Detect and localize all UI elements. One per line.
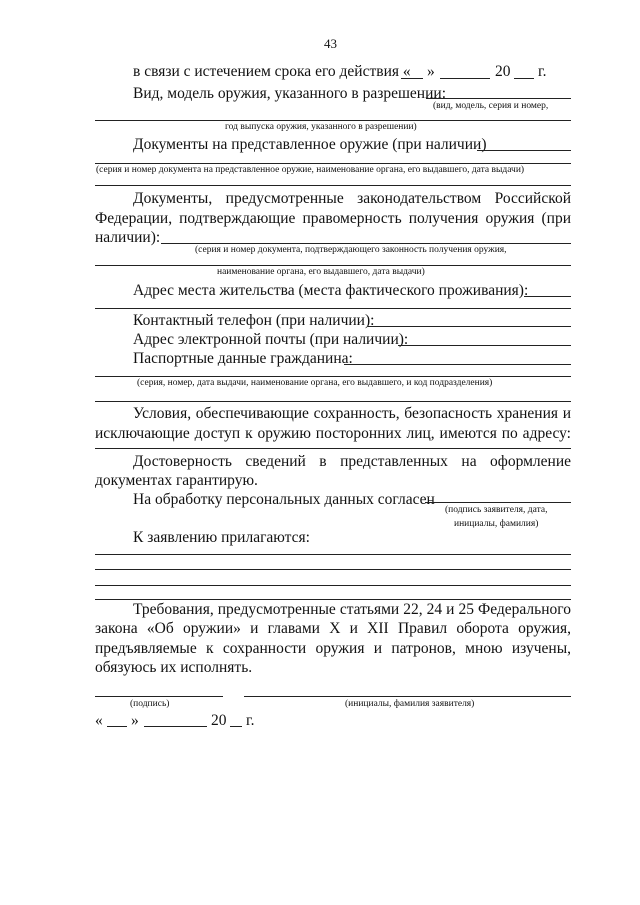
requirements-line-2: закона «Об оружии» и главами X и XII Правил оборота оружия, bbox=[95, 620, 571, 637]
consent-signature-field[interactable] bbox=[425, 502, 571, 503]
signature-field[interactable] bbox=[95, 696, 223, 697]
passport-field[interactable] bbox=[344, 364, 571, 365]
date-year-field[interactable] bbox=[230, 726, 242, 727]
passport-hint: (серия, номер, дата выдачи, наименование органа, его выдавшего, и код подразделения) bbox=[137, 378, 493, 388]
expiry-year-suffix: г. bbox=[538, 63, 547, 80]
address-field[interactable] bbox=[524, 296, 571, 297]
reliability-line-2: документах гарантирую. bbox=[95, 472, 258, 489]
attachment-line-2[interactable] bbox=[95, 569, 571, 570]
date-year-suffix: г. bbox=[246, 712, 255, 729]
page-number: 43 bbox=[324, 36, 337, 51]
legal-docs-hint-2: наименование органа, его выдавшего, дата выдачи) bbox=[217, 267, 425, 277]
weapon-model-label: Вид, модель оружия, указанного в разрешении: bbox=[133, 85, 446, 102]
attachment-line-3[interactable] bbox=[95, 585, 571, 586]
address-label: Адрес места жительства (места фактического проживания): bbox=[133, 282, 529, 299]
expiry-month-field[interactable] bbox=[440, 78, 490, 79]
passport-field-2[interactable] bbox=[95, 376, 571, 377]
legal-docs-field-2[interactable] bbox=[95, 265, 571, 266]
weapon-docs-field[interactable] bbox=[477, 150, 571, 151]
consent-label: На обработку персональных данных согласен bbox=[133, 491, 435, 508]
passport-field-3[interactable] bbox=[95, 401, 571, 402]
phone-label: Контактный телефон (при наличии): bbox=[133, 312, 375, 329]
phone-field[interactable] bbox=[368, 326, 571, 327]
legal-docs-line-3: наличии): bbox=[95, 229, 161, 246]
date-century: 20 bbox=[211, 712, 227, 729]
attachments-label: К заявлению прилагаются: bbox=[133, 529, 310, 546]
requirements-line-1: Требования, предусмотренные статьями 22, 24 и 25 Федерального bbox=[133, 601, 571, 618]
date-day-field[interactable] bbox=[107, 726, 127, 727]
expiry-text: в связи с истечением срока его действия « bbox=[133, 63, 411, 80]
weapon-docs-field-2[interactable] bbox=[95, 163, 571, 164]
storage-line-2: исключающие доступ к оружию посторонних лиц, имеются по адресу: bbox=[95, 425, 571, 442]
storage-line-1: Условия, обеспечивающие сохранность, безопасность хранения и bbox=[133, 405, 571, 422]
date-quote-open: « bbox=[95, 712, 103, 729]
email-field[interactable] bbox=[398, 345, 571, 346]
requirements-line-4: обязуюсь их исполнять. bbox=[95, 659, 253, 676]
weapon-docs-label: Документы на представленное оружие (при наличии) bbox=[133, 136, 487, 153]
attachment-line-1[interactable] bbox=[95, 554, 571, 555]
weapon-docs-field-3[interactable] bbox=[95, 185, 571, 186]
attachment-line-4[interactable] bbox=[95, 599, 571, 600]
initials-hint: (инициалы, фамилия заявителя) bbox=[345, 699, 475, 709]
legal-docs-hint-1: (серия и номер документа, подтверждающего законность получения оружия, bbox=[195, 245, 507, 255]
legal-docs-field[interactable] bbox=[161, 243, 571, 244]
email-label: Адрес электронной почты (при наличии): bbox=[133, 331, 409, 348]
expiry-day-field[interactable] bbox=[401, 78, 423, 79]
weapon-model-field[interactable] bbox=[426, 98, 571, 99]
weapon-year-hint: год выпуска оружия, указанного в разрешении) bbox=[225, 122, 417, 132]
legal-docs-line-2: Федерации, подтверждающие правомерность получения оружия (при bbox=[95, 210, 571, 227]
address-field-2[interactable] bbox=[95, 308, 571, 309]
date-quote-close: » bbox=[131, 712, 139, 729]
consent-hint-2: инициалы, фамилия) bbox=[454, 519, 539, 529]
weapon-model-field-2[interactable] bbox=[95, 120, 571, 121]
expiry-century: 20 bbox=[495, 63, 511, 80]
legal-docs-line-1: Документы, предусмотренные законодательством Российской bbox=[133, 190, 571, 207]
consent-hint-1: (подпись заявителя, дата, bbox=[445, 505, 548, 515]
weapon-docs-hint: (серия и номер документа на представленное оружие, наименование органа, его выдавшего, дата выдачи) bbox=[96, 165, 525, 175]
date-month-field[interactable] bbox=[144, 726, 207, 727]
requirements-line-3: предъявляемые к сохранности оружия и патронов, мною изучены, bbox=[95, 640, 571, 657]
expiry-quote-close: » bbox=[427, 63, 435, 80]
signature-hint: (подпись) bbox=[130, 699, 170, 709]
passport-label: Паспортные данные гражданина: bbox=[133, 350, 353, 367]
weapon-model-hint: (вид, модель, серия и номер, bbox=[433, 101, 549, 111]
storage-address-field[interactable] bbox=[95, 448, 571, 449]
reliability-line-1: Достоверность сведений в представленных на оформление bbox=[133, 453, 571, 470]
expiry-year-field[interactable] bbox=[514, 78, 534, 79]
initials-field[interactable] bbox=[244, 696, 571, 697]
